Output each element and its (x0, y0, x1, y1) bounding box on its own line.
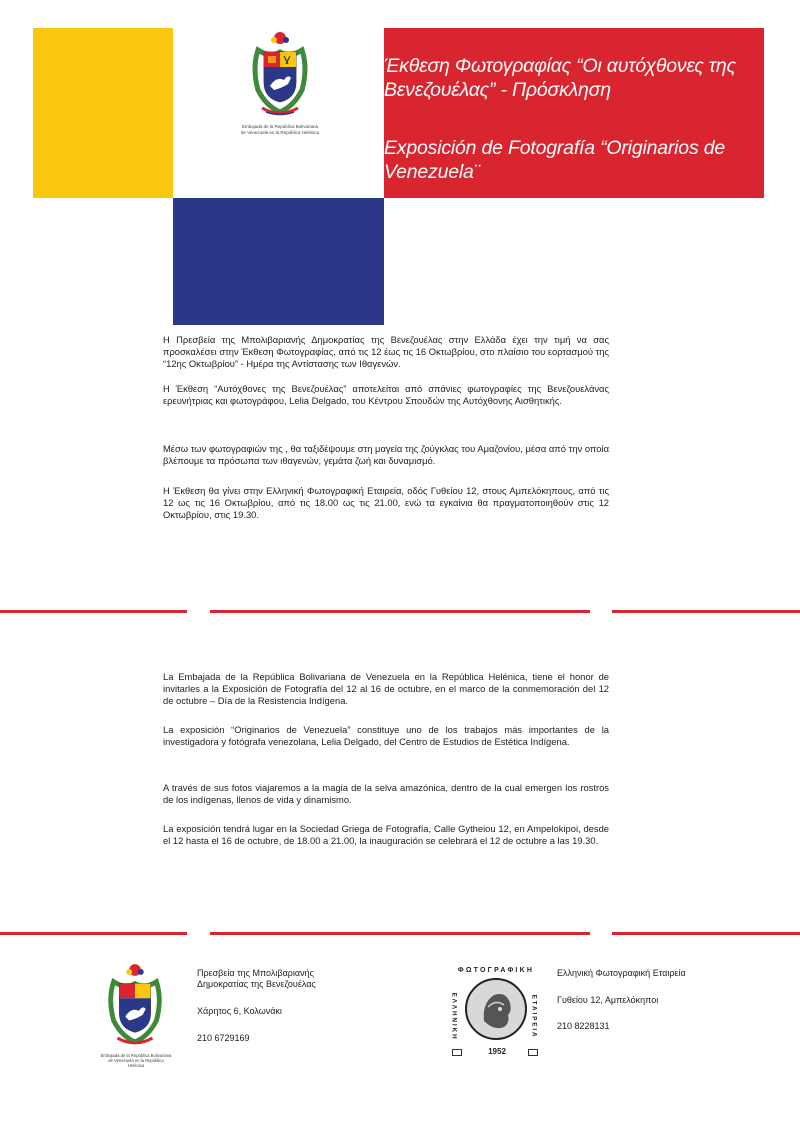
society-seal (448, 965, 540, 1065)
spanish-paragraph-2: La exposición “Originarios de Venezuela” constituye uno de los trabajos más importantes de la investigadora y fotógrafa venezolana, Lelia Delgado, del Centro de Estudios de Estética Indígena. (163, 724, 609, 747)
greek-paragraph-1: Η Πρεσβεία της Μπολιβαριανής Δημοκρατίας της Βενεζουέλας στην Ελλάδα έχει την τιμή να σας προσκαλέσει στην Έκθεση Φωτογραφίας, από τις 12 έως τις 16 Οκτωβρίου, στο πλαίσιο του εορτασμού της “12ης Οκτωβρίου” - Ημέρα της Αντίστασης των Ιθαγενών. (163, 334, 609, 369)
greek-paragraph-3: Μέσω των φωτογραφιών της , θα ταξιδέψουμε στη μαγεία της ζούγκλας του Αμαζονίου, μέσα από την οποία βλέπουμε τα πρόσωπα των ιθαγενών, γεμάτα ζωή και δυναμισμό. (163, 443, 609, 466)
society-address: Γυθείου 12, Αμπελόκηποι (557, 995, 659, 1005)
greek-paragraph-2: Η Έκθεση “Αυτόχθονες της Βενεζουέλας” αποτελείται από σπάνιες φωτογραφίες της Βενεζουελάνας ερευνήτριας και φωτογράφου, Lelia Delgado, του Κέντρου Σπουδών της Αυτόχθονης Αισθητικής. (163, 383, 609, 406)
greek-paragraph-4: Η Έκθεση θα γίνει στην Ελληνική Φωτογραφική Εταιρεία, οδός Γυθείου 12, στους Αμπελόκηπους, από τις 12 ως τις 16 Οκτωβρίου, από τις 18.00 ως τις 21.00, ενώ τα εγκαίνια θα πραγματοποιηθούν στις 12 Οκτωβρίου, στις 19.30. (163, 485, 609, 520)
emblem-caption-footer: Embajada de la República Bolivariana de Venezuela en la República Helénica (100, 1053, 172, 1068)
navy-block (173, 198, 384, 325)
divider-segment (210, 932, 590, 935)
divider-segment (612, 610, 800, 613)
embassy-address: Χάρητος 6, Κολωνάκι (197, 1006, 282, 1016)
seal-box-icon (528, 1049, 538, 1056)
spanish-paragraph-3: A través de sus fotos viajaremos a la magia de la selva amazónica, dentro de la cual emergen los rostros de los indígenas, llenos de vida y dinamismo. (163, 782, 609, 805)
yellow-block (33, 28, 173, 198)
divider-segment (210, 610, 590, 613)
spanish-paragraph-4: La exposición tendrá lugar en la Sociedad Griega de Fotografía, Calle Gytheiou 12, en Ampelokipoi, desde el 12 hasta el 16 de octubre, de 18.00 a 21.00, la inauguración se celebrará el 12 de octubre a las 19.30. (163, 823, 609, 846)
title-spanish: Exposición de Fotografía “Originarios de Venezuela¨ (384, 137, 726, 183)
divider-segment (0, 932, 187, 935)
seal-box-icon (452, 1049, 462, 1056)
embassy-phone: 210 6729169 (197, 1033, 250, 1043)
embassy-name: Πρεσβεία της Μπολιβαριανής Δημοκρατίας της Βενεζουέλας (197, 968, 316, 989)
seal-top-text: ΦΩΤΟΓΡΑΦΙΚΗ (457, 967, 535, 974)
seal-left-text: ΕΛΛΗΝΙΚΗ (450, 992, 458, 1041)
emblem-caption: Embajada de la República Bolivariana de Venezuela en la República Helénica (240, 124, 320, 135)
seal-year: 1952 (488, 1047, 506, 1056)
society-phone: 210 8228131 (557, 1021, 610, 1031)
venezuela-coat-of-arms-icon (100, 960, 170, 1050)
society-name: Ελληνική Φωτογραφική Εταιρεία (557, 968, 686, 978)
coin-portrait-seal-icon (464, 977, 528, 1041)
divider-segment (0, 610, 187, 613)
seal-right-text: ΕΤΑΙΡΕΙΑ (530, 994, 538, 1039)
title-greek: Έκθεση Φωτογραφίας “Οι αυτόχθονες της Βενεζουέλας” - Πρόσκληση (384, 55, 736, 101)
divider-segment (612, 932, 800, 935)
spanish-paragraph-1: La Embajada de la República Bolivariana de Venezuela en la República Helénica, tiene el honor de invitarles a la Exposición de Fotografía del 12 al 16 de octubre, en el marco de la conmemoración del 12 de octubre – Día de la Resistencia Indígena. (163, 671, 609, 706)
venezuela-coat-of-arms-icon (244, 28, 316, 120)
